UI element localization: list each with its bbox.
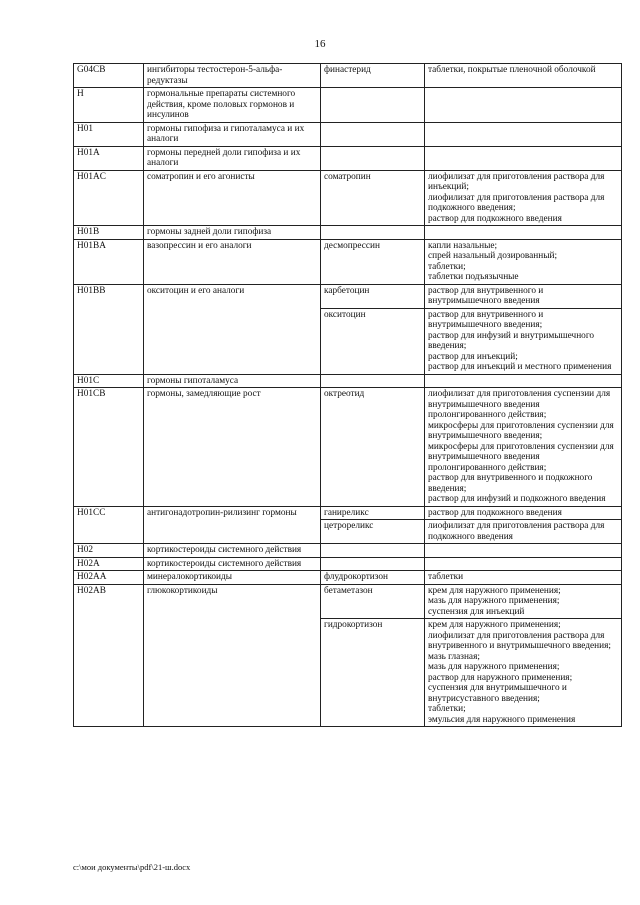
drug-name-cell: ганиреликс: [321, 506, 425, 520]
dosage-form-cell: [425, 146, 622, 170]
group-name-cell: гормоны передней доли гипофиза и их аналоги: [144, 146, 321, 170]
atc-code-cell: H01BA: [74, 239, 144, 284]
table-row: [74, 374, 622, 388]
table-row: [74, 571, 622, 585]
table-row: [74, 226, 622, 240]
atc-code-cell: H01BB: [74, 284, 144, 374]
dosage-form-cell: таблетки: [425, 571, 622, 585]
dosage-form-cell: [425, 88, 622, 123]
table-row: [74, 284, 622, 308]
dosage-form-cell: раствор для внутривенного и внутримышечного введения: [425, 284, 622, 308]
drug-name-cell: соматропин: [321, 170, 425, 226]
drug-name-cell: карбетоцин: [321, 284, 425, 308]
drug-name-cell: [321, 146, 425, 170]
table-row: [74, 239, 622, 284]
atc-code-cell: H02A: [74, 557, 144, 571]
drug-name-cell: окситоцин: [321, 308, 425, 374]
table-row: [74, 388, 622, 507]
atc-code-cell: H01B: [74, 226, 144, 240]
dosage-form-cell: лиофилизат для приготовления раствора для подкожного введения: [425, 520, 622, 544]
drug-name-cell: [321, 122, 425, 146]
atc-code-cell: H01CB: [74, 388, 144, 507]
dosage-form-cell: капли назальные; спрей назальный дозированный; таблетки; таблетки подъязычные: [425, 239, 622, 284]
drug-name-cell: бетаметазон: [321, 584, 425, 619]
table-row: [74, 122, 622, 146]
group-name-cell: окситоцин и его аналоги: [144, 284, 321, 374]
table-row: [74, 544, 622, 558]
atc-code-cell: H: [74, 88, 144, 123]
page-number: 16: [314, 38, 326, 50]
group-name-cell: гормоны гипофиза и гипоталамуса и их аналоги: [144, 122, 321, 146]
dosage-form-cell: раствор для подкожного введения: [425, 506, 622, 520]
group-name-cell: гормоны гипоталамуса: [144, 374, 321, 388]
drug-name-cell: [321, 88, 425, 123]
dosage-form-cell: таблетки, покрытые пленочной оболочкой: [425, 64, 622, 88]
drug-name-cell: флудрокортизон: [321, 571, 425, 585]
dosage-form-cell: [425, 374, 622, 388]
footer-file-path: c:\мои документы\pdf\21-ш.docx: [73, 862, 191, 872]
group-name-cell: глюкокортикоиды: [144, 584, 321, 727]
table-row: [74, 557, 622, 571]
dosage-form-cell: крем для наружного применения; лиофилизат для приготовления раствора для внутривенного и внутримышечного введения; мазь глазная; мазь для наружного применения; раствор для наружного применения; суспензия для внутримышечного и внутрисуставного введения; таблетки; эмульсия для наружного применения: [425, 619, 622, 727]
drug-name-cell: [321, 226, 425, 240]
drug-name-cell: десмопрессин: [321, 239, 425, 284]
dosage-form-cell: раствор для внутривенного и внутримышечного введения; раствор для инфузий и внутримышечного введения; раствор для инъекций; раствор для инъекций и местного применения: [425, 308, 622, 374]
atc-code-cell: H02AB: [74, 584, 144, 727]
drug-name-cell: [321, 374, 425, 388]
atc-code-cell: H01C: [74, 374, 144, 388]
drug-name-cell: [321, 544, 425, 558]
dosage-form-cell: крем для наружного применения; мазь для наружного применения; суспензия для инъекций: [425, 584, 622, 619]
atc-code-cell: H02AA: [74, 571, 144, 585]
dosage-form-cell: [425, 226, 622, 240]
drug-name-cell: [321, 557, 425, 571]
table-row: [74, 146, 622, 170]
atc-code-cell: H01CC: [74, 506, 144, 544]
group-name-cell: кортикостероиды системного действия: [144, 544, 321, 558]
drug-table: [73, 63, 622, 727]
table-row: [74, 506, 622, 520]
table-body: [74, 64, 622, 727]
dosage-form-cell: лиофилизат для приготовления суспензии для внутримышечного введения пролонгированного действия; микросферы для приготовления суспензии для внутримышечного введения; микросферы для приготовления суспензии для внутримышечного введения пролонгированного действия; раствор для внутривенного и подкожного введения; раствор для инфузий и подкожного введения: [425, 388, 622, 507]
dosage-form-cell: [425, 544, 622, 558]
drug-name-cell: гидрокортизон: [321, 619, 425, 727]
group-name-cell: соматропин и его агонисты: [144, 170, 321, 226]
atc-code-cell: H01AC: [74, 170, 144, 226]
dosage-form-cell: [425, 122, 622, 146]
table-row: [74, 170, 622, 226]
group-name-cell: гормоны, замедляющие рост: [144, 388, 321, 507]
atc-code-cell: H02: [74, 544, 144, 558]
group-name-cell: ингибиторы тестостерон-5-альфа-редуктазы: [144, 64, 321, 88]
drug-name-cell: финастерид: [321, 64, 425, 88]
table-row: [74, 88, 622, 123]
atc-code-cell: G04CB: [74, 64, 144, 88]
drug-name-cell: цетрореликс: [321, 520, 425, 544]
group-name-cell: минералокортикоиды: [144, 571, 321, 585]
atc-code-cell: H01A: [74, 146, 144, 170]
dosage-form-cell: лиофилизат для приготовления раствора для инъекций; лиофилизат для приготовления раствора для подкожного введения; раствор для подкожного введения: [425, 170, 622, 226]
drug-name-cell: октреотид: [321, 388, 425, 507]
table-row: [74, 64, 622, 88]
group-name-cell: кортикостероиды системного действия: [144, 557, 321, 571]
group-name-cell: антигонадотропин-рилизинг гормоны: [144, 506, 321, 544]
group-name-cell: вазопрессин и его аналоги: [144, 239, 321, 284]
atc-code-cell: H01: [74, 122, 144, 146]
group-name-cell: гормональные препараты системного действия, кроме половых гормонов и инсулинов: [144, 88, 321, 123]
table-row: [74, 584, 622, 619]
group-name-cell: гормоны задней доли гипофиза: [144, 226, 321, 240]
dosage-form-cell: [425, 557, 622, 571]
